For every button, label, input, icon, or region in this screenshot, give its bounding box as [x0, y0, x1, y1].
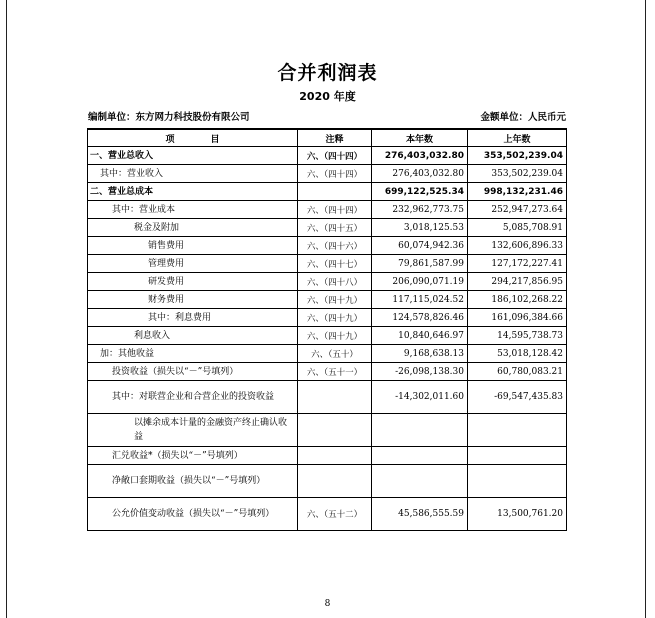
- row-label: 研发费用: [88, 273, 298, 291]
- table-row: [88, 165, 567, 183]
- row-label: 以摊余成本计量的金融资产终止确认收益: [88, 414, 298, 447]
- row-prior-value: 127,172,227.41: [468, 255, 567, 273]
- header-prior-year: 上年数: [468, 129, 567, 147]
- row-prior-value: 294,217,856.95: [468, 273, 567, 291]
- row-note: 六、（五十二）: [298, 498, 372, 531]
- income-statement-table: [87, 128, 567, 531]
- row-label: 公允价值变动收益（损失以“－”号填列）: [88, 498, 298, 531]
- row-label: 税金及附加: [88, 219, 298, 237]
- table-row: [88, 381, 567, 414]
- row-current-value: -14,302,011.60: [372, 381, 468, 414]
- row-prior-value: 53,018,128.42: [468, 345, 567, 363]
- row-prior-value: 132,606,896.33: [468, 237, 567, 255]
- row-current-value: 124,578,826.46: [372, 309, 468, 327]
- row-label: 其中：营业成本: [88, 201, 298, 219]
- table-body: [88, 147, 567, 531]
- table-row: [88, 345, 567, 363]
- row-label: 净敞口套期收益（损失以“－”号填列）: [88, 465, 298, 498]
- row-current-value: 206,090,071.19: [372, 273, 468, 291]
- row-prior-value: 13,500,761.20: [468, 498, 567, 531]
- currency-label: 金额单位：人民币元: [480, 112, 566, 123]
- row-label: 投资收益（损失以“－”号填列）: [88, 363, 298, 381]
- table-row: [88, 327, 567, 345]
- row-prior-value: [468, 414, 567, 447]
- row-current-value: 232,962,773.75: [372, 201, 468, 219]
- row-label: 利息收入: [88, 327, 298, 345]
- table-row: [88, 273, 567, 291]
- table-row: [88, 498, 567, 531]
- row-note: 六、（四十四）: [298, 165, 372, 183]
- row-note: [298, 447, 372, 465]
- statement-year: 2020 年度: [299, 90, 356, 103]
- row-current-value: 60,074,942.36: [372, 237, 468, 255]
- row-label: 加：其他收益: [88, 345, 298, 363]
- statement-title: 合并利润表: [277, 62, 378, 84]
- table-row: [88, 147, 567, 165]
- row-note: [298, 465, 372, 498]
- compiler-label: 编制单位：东方网力科技股份有限公司: [88, 112, 250, 123]
- table-row: [88, 201, 567, 219]
- row-note: 六、（四十九）: [298, 309, 372, 327]
- row-current-value: [372, 465, 468, 498]
- row-prior-value: [468, 465, 567, 498]
- row-current-value: 699,122,525.34: [372, 183, 468, 201]
- row-current-value: 45,586,555.59: [372, 498, 468, 531]
- row-label: 一、营业总收入: [88, 147, 298, 165]
- row-current-value: 276,403,032.80: [372, 147, 468, 165]
- row-current-value: 10,840,646.97: [372, 327, 468, 345]
- row-note: [298, 414, 372, 447]
- row-note: 六、（五十）: [298, 345, 372, 363]
- row-note: 六、（四十九）: [298, 291, 372, 309]
- page-number: 8: [324, 599, 331, 609]
- row-current-value: 9,168,638.13: [372, 345, 468, 363]
- row-note: 六、（四十五）: [298, 219, 372, 237]
- row-note: [298, 183, 372, 201]
- row-label: 其中：营业收入: [88, 165, 298, 183]
- row-current-value: -26,098,138.30: [372, 363, 468, 381]
- row-prior-value: -69,547,435.83: [468, 381, 567, 414]
- header-item: 项 目: [88, 129, 298, 147]
- row-prior-value: 60,780,083.21: [468, 363, 567, 381]
- table-row: [88, 447, 567, 465]
- row-current-value: 276,403,032.80: [372, 165, 468, 183]
- row-label: 其中：对联营企业和合营企业的投资收益: [88, 381, 298, 414]
- table-row: [88, 183, 567, 201]
- row-label: 财务费用: [88, 291, 298, 309]
- row-current-value: 79,861,587.99: [372, 255, 468, 273]
- row-note: 六、（四十七）: [298, 255, 372, 273]
- row-current-value: [372, 414, 468, 447]
- row-current-value: 3,018,125.53: [372, 219, 468, 237]
- row-prior-value: 353,502,239.04: [468, 147, 567, 165]
- row-current-value: [372, 447, 468, 465]
- header-current-year: 本年数: [372, 129, 468, 147]
- table-row: [88, 219, 567, 237]
- row-label: 销售费用: [88, 237, 298, 255]
- header-note: 注释: [298, 129, 372, 147]
- row-note: 六、（五十一）: [298, 363, 372, 381]
- table-row: [88, 237, 567, 255]
- row-prior-value: 14,595,738.73: [468, 327, 567, 345]
- row-note: 六、（四十六）: [298, 237, 372, 255]
- row-prior-value: 252,947,273.64: [468, 201, 567, 219]
- row-prior-value: 186,102,268.22: [468, 291, 567, 309]
- row-prior-value: [468, 447, 567, 465]
- table-row: [88, 465, 567, 498]
- row-note: 六、（四十八）: [298, 273, 372, 291]
- row-prior-value: 5,085,708.91: [468, 219, 567, 237]
- row-current-value: 117,115,024.52: [372, 291, 468, 309]
- row-prior-value: 161,096,384.66: [468, 309, 567, 327]
- table-row: [88, 363, 567, 381]
- table-row: [88, 291, 567, 309]
- table-row: [88, 255, 567, 273]
- row-note: 六、（四十九）: [298, 327, 372, 345]
- row-prior-value: 353,502,239.04: [468, 165, 567, 183]
- table-row: [88, 414, 567, 447]
- row-label: 汇兑收益*（损失以“－”号填列）: [88, 447, 298, 465]
- row-label: 二、营业总成本: [88, 183, 298, 201]
- table-row: [88, 309, 567, 327]
- row-label: 其中：利息费用: [88, 309, 298, 327]
- row-label: 管理费用: [88, 255, 298, 273]
- row-note: 六、（四十四）: [298, 147, 372, 165]
- row-prior-value: 998,132,231.46: [468, 183, 567, 201]
- table-header-row: [88, 129, 567, 147]
- row-note: [298, 381, 372, 414]
- row-note: 六、（四十四）: [298, 201, 372, 219]
